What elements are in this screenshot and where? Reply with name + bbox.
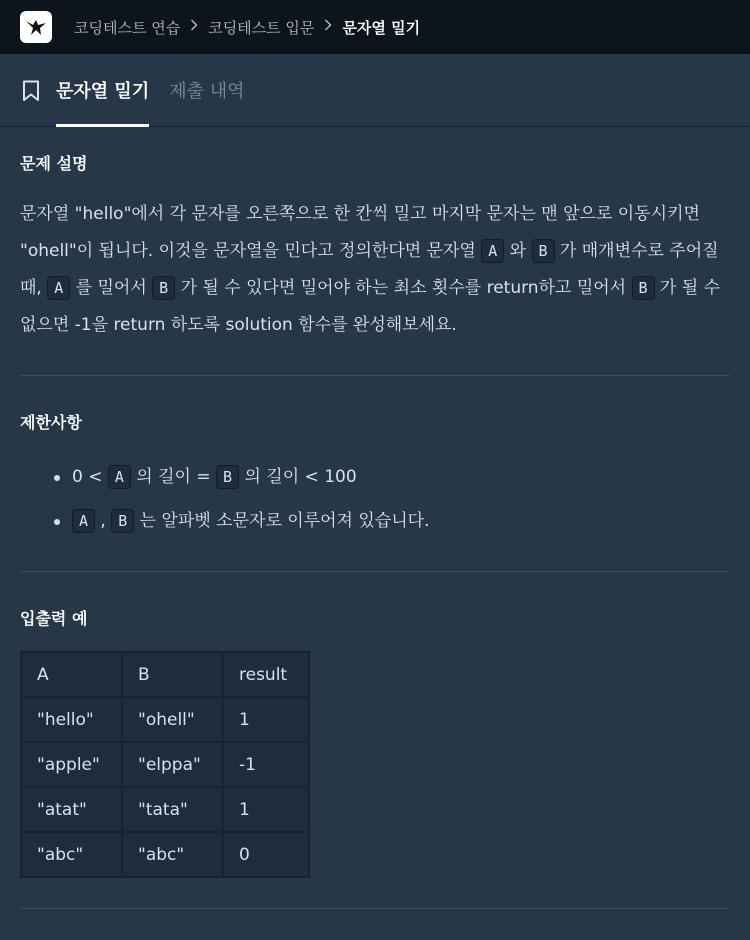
problem-tabs <box>0 54 750 127</box>
table-header-cell: A <box>21 652 122 697</box>
table-row <box>21 787 309 832</box>
code-param-b: B <box>632 276 655 300</box>
table-cell: "abc" <box>21 832 122 877</box>
chevron-right-icon <box>190 19 198 35</box>
code-param-b: B <box>216 465 239 489</box>
code-param-a: A <box>72 509 95 533</box>
code-param-b: B <box>152 276 175 300</box>
description-text-part: 가 될 수 있다면 밀어야 하는 최소 횟수를 return하고 밀어서 <box>175 278 632 298</box>
examples-title: 입출력 예 <box>20 609 88 628</box>
description-text-part: 가 매개변수로 주어질 때, <box>20 241 719 298</box>
table-cell: "apple" <box>21 742 122 787</box>
code-param-a: A <box>481 239 504 263</box>
programmers-logo-icon[interactable] <box>20 11 52 43</box>
table-cell: -1 <box>223 742 309 787</box>
constraints-title: 제한사항 <box>20 413 82 432</box>
section-divider <box>20 908 730 909</box>
code-param-b: B <box>111 509 134 533</box>
code-param-a: A <box>108 465 131 489</box>
table-cell: "tata" <box>122 787 223 832</box>
code-param-b: B <box>532 239 555 263</box>
constraint-text: 의 길이 = <box>130 467 217 487</box>
table-header-cell: result <box>223 652 309 697</box>
table-cell: "ohell" <box>122 697 223 742</box>
chevron-right-icon <box>324 19 332 35</box>
table-cell: "hello" <box>21 697 122 742</box>
constraints-list <box>52 455 730 543</box>
description-title: 문제 설명 <box>20 154 88 173</box>
description-text-part: 와 <box>504 241 532 261</box>
breadcrumb-item-intro[interactable]: 코딩테스트 입문 <box>208 18 315 37</box>
table-header-cell: B <box>122 652 223 697</box>
examples-table <box>20 651 310 878</box>
breadcrumb-item-practice[interactable]: 코딩테스트 연습 <box>74 18 181 37</box>
breadcrumb-current: 문자열 밀기 <box>342 18 421 37</box>
description-text-part: 문자열 "hello"에서 각 문자를 오른쪽으로 한 칸씩 밀고 마지막 문자는 맨 앞으로 이동시키면 "ohell"이 됩니다. 이것을 문자열을 민다고 정의한다면 문자열 <box>20 204 700 261</box>
code-param-a: A <box>47 276 70 300</box>
constraint-text: 의 길이 < 100 <box>239 467 357 487</box>
table-cell: "abc" <box>122 832 223 877</box>
table-cell: "atat" <box>21 787 122 832</box>
constraint-item <box>52 499 730 543</box>
table-row <box>21 832 309 877</box>
table-row <box>21 697 309 742</box>
table-cell: "elppa" <box>122 742 223 787</box>
top-navigation-bar <box>0 0 750 54</box>
tab-submissions[interactable]: 제출 내역 <box>169 81 245 102</box>
constraint-item <box>52 455 730 499</box>
constraint-text: 0 < <box>72 467 108 487</box>
description-text <box>20 196 730 344</box>
table-cell: 1 <box>223 787 309 832</box>
problem-content <box>0 127 750 909</box>
constraint-text: 는 알파벳 소문자로 이루어져 있습니다. <box>134 511 430 531</box>
constraint-text: , <box>95 511 112 531</box>
description-text-part: 가 될 수 없으면 -1을 return 하도록 solution 함수를 완성해보세요. <box>20 278 721 335</box>
table-row <box>21 742 309 787</box>
table-cell: 1 <box>223 697 309 742</box>
tab-problem[interactable]: 문자열 밀기 <box>56 54 149 126</box>
description-text-part: 를 밀어서 <box>70 278 153 298</box>
table-header-row <box>21 652 309 697</box>
table-cell: 0 <box>223 832 309 877</box>
bookmark-icon[interactable] <box>22 56 40 126</box>
